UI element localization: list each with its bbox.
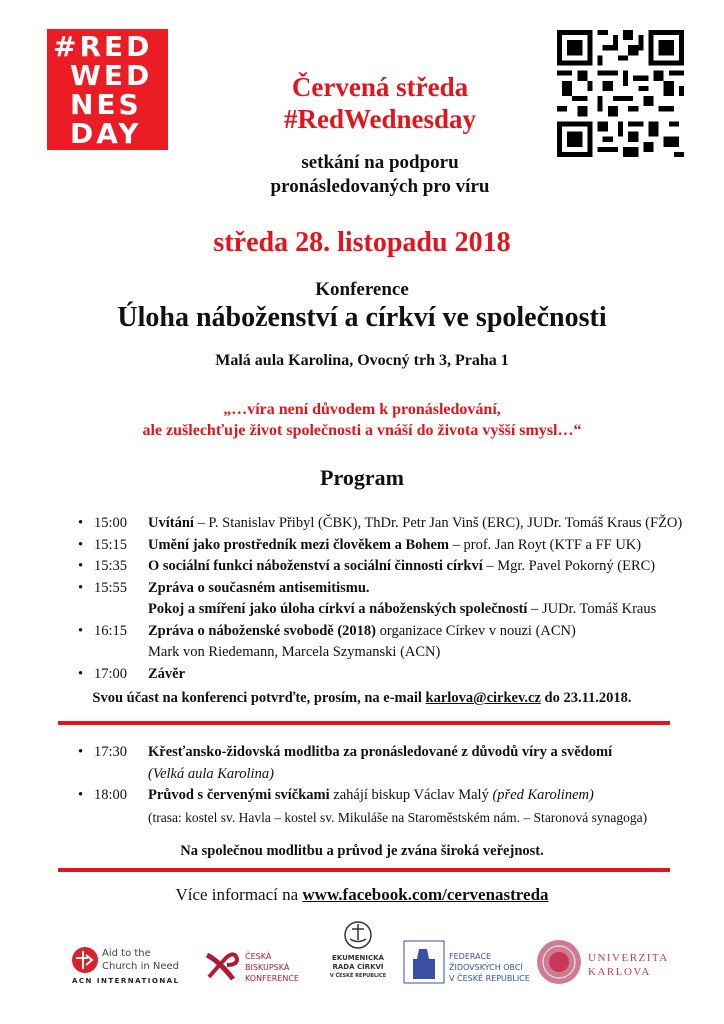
logo-line: NES xyxy=(70,88,142,121)
item-speakers: – JUDr. Tomáš Kraus xyxy=(527,601,657,617)
header-subtitle xyxy=(230,151,530,199)
program-item xyxy=(78,556,682,578)
subtitle-line-2: pronásledovaných pro víru xyxy=(270,176,490,197)
fzo-synagogue-icon xyxy=(403,935,445,985)
item-speakers: Mark von Riedemann, Marcela Szymanski (ACN) xyxy=(148,644,441,660)
confirm-text: Svou účast na konferenci potvrďte, prosím, na e-mail xyxy=(92,690,426,706)
event-venue: Malá aula Karolina, Ovocný trh 3, Praha 1 xyxy=(215,352,509,369)
uk-seal-icon xyxy=(536,939,582,985)
qr-code-icon[interactable] xyxy=(557,30,684,157)
item-title: Závěr xyxy=(148,665,186,682)
program-list xyxy=(78,513,682,685)
uk-line-1: UNIVERZITA xyxy=(588,952,669,964)
erc-line-1: EKUMENICKÁ xyxy=(332,954,384,962)
bullet-icon: • xyxy=(78,665,84,682)
subtitle-line-1: setkání na podporu xyxy=(301,152,459,173)
quote-line-1: „…víra není důvodem k pronásledování, xyxy=(223,401,501,418)
erc-line-2: RADA CÍRKVÍ xyxy=(332,963,384,971)
bullet-icon: • xyxy=(78,558,84,574)
public-note: Na společnou modlitbu a průvod je zvána široká veřejnost. xyxy=(180,843,544,859)
partner-acn[interactable] xyxy=(70,935,185,1005)
evening-item xyxy=(78,785,647,828)
title-line-2: #RedWednesday xyxy=(283,104,477,134)
evening-item xyxy=(78,742,647,785)
quote-line-2: ale zušlechťuje život společnosti a vnáší do života vyšší smysl…“ xyxy=(142,422,582,439)
email-link[interactable]: karlova@cirkev.cz xyxy=(425,690,541,706)
item-time: 17:00 xyxy=(94,665,128,682)
item-time: 15:55 xyxy=(94,579,128,596)
bullet-icon: • xyxy=(78,536,84,553)
program-item xyxy=(78,578,682,621)
event-date: středa 28. listopadu 2018 xyxy=(213,227,511,258)
logo-line: WED xyxy=(70,59,153,92)
logo-line: #RED xyxy=(53,30,153,63)
partner-fzo[interactable] xyxy=(403,935,528,1005)
item-speakers: – prof. Jan Royt (KTF a FF UK) xyxy=(448,536,642,553)
program-item xyxy=(78,621,682,664)
program-item xyxy=(78,664,682,686)
cbk-line-2: BISKUPSKÁ xyxy=(245,963,290,972)
acn-line-1: Aid to the xyxy=(102,948,151,959)
partner-cbk[interactable] xyxy=(205,935,315,1005)
item-title: Umění jako prostředník mezi člověkem a Bohem xyxy=(148,536,449,553)
item-title-2: Pokoj a smíření jako úloha církví a náboženských společností xyxy=(148,601,528,617)
cbk-line-3: KONFERENCE xyxy=(245,974,299,983)
bullet-icon: • xyxy=(78,787,84,803)
confirm-deadline: do 23.11.2018. xyxy=(540,690,632,706)
partner-uk[interactable] xyxy=(536,935,696,1005)
cbk-chi-rho-icon xyxy=(205,951,241,981)
item-time: 15:35 xyxy=(94,558,128,574)
event-type: Konference xyxy=(315,279,409,300)
bullet-icon: • xyxy=(78,515,84,531)
header-title xyxy=(230,71,530,135)
bullet-icon: • xyxy=(78,744,84,760)
more-info xyxy=(0,885,724,905)
uk-line-2: KARLOVA xyxy=(588,966,651,978)
item-time: 18:00 xyxy=(94,787,128,803)
item-title: O sociální funkci náboženství a sociální činnosti církví xyxy=(148,558,483,574)
program-item xyxy=(78,513,682,535)
item-title: Uvítání xyxy=(148,515,194,531)
confirm-note xyxy=(0,690,724,707)
program-item xyxy=(78,535,682,557)
facebook-link[interactable]: www.facebook.com/cervenastreda xyxy=(302,885,549,904)
item-location: (před Karolinem) xyxy=(492,787,594,803)
program-heading: Program xyxy=(320,465,404,490)
item-title: Zpráva o náboženské svobodě (2018) xyxy=(148,622,376,639)
fzo-line-1: FEDERACE xyxy=(449,952,492,961)
event-quote xyxy=(0,399,724,441)
item-speakers: – Mgr. Pavel Pokorný (ERC) xyxy=(482,558,656,574)
title-line-1: Červená středa xyxy=(291,72,469,102)
item-time: 17:30 xyxy=(94,744,128,760)
acn-cross-icon xyxy=(72,947,98,973)
item-title: Zpráva o současném antisemitismu. xyxy=(148,579,370,596)
item-location: (Velká aula Karolina) xyxy=(148,765,274,782)
logo-line: DAY xyxy=(70,117,142,150)
more-info-text: Více informací na xyxy=(175,885,303,904)
item-speaker: zahájí biskup Václav Malý xyxy=(329,787,493,803)
item-time: 15:00 xyxy=(94,515,128,531)
acn-line-3: ACN INTERNATIONAL xyxy=(72,977,180,985)
divider xyxy=(58,721,670,725)
item-route: (trasa: kostel sv. Havla – kostel sv. Mikuláše na Staroměstském nám. – Staronová synagoga) xyxy=(148,809,648,825)
item-org: organizace Církev v nouzi (ACN) xyxy=(376,622,576,639)
bullet-icon: • xyxy=(78,622,84,639)
item-time: 16:15 xyxy=(94,622,128,639)
item-title: Křesťansko-židovská modlitba za pronásledované z důvodů víry a svědomí xyxy=(148,744,613,760)
item-speakers: – P. Stanislav Přibyl (ČBK), ThDr. Petr Jan Vinš (ERC), JUDr. Tomáš Kraus (FŽO) xyxy=(193,515,683,531)
item-time: 15:15 xyxy=(94,536,128,553)
evening-list xyxy=(78,742,647,828)
item-title: Průvod s červenými svíčkami xyxy=(148,787,330,803)
redwednesday-logo xyxy=(47,29,168,150)
partner-erc[interactable] xyxy=(325,920,395,1005)
bullet-icon: • xyxy=(78,579,84,596)
cbk-line-1: ČESKÁ xyxy=(245,952,272,961)
erc-line-3: V ČESKÉ REPUBLICE xyxy=(329,973,387,979)
divider xyxy=(58,868,670,872)
fzo-line-2: ŽIDOVSKÝCH OBCÍ xyxy=(449,963,523,972)
erc-boat-cross-icon xyxy=(343,920,373,950)
acn-line-2: Church in Need xyxy=(102,961,179,972)
fzo-line-3: V ČESKÉ REPUBLICE xyxy=(449,974,530,983)
event-title: Úloha náboženství a církví ve společnosti xyxy=(117,302,607,333)
